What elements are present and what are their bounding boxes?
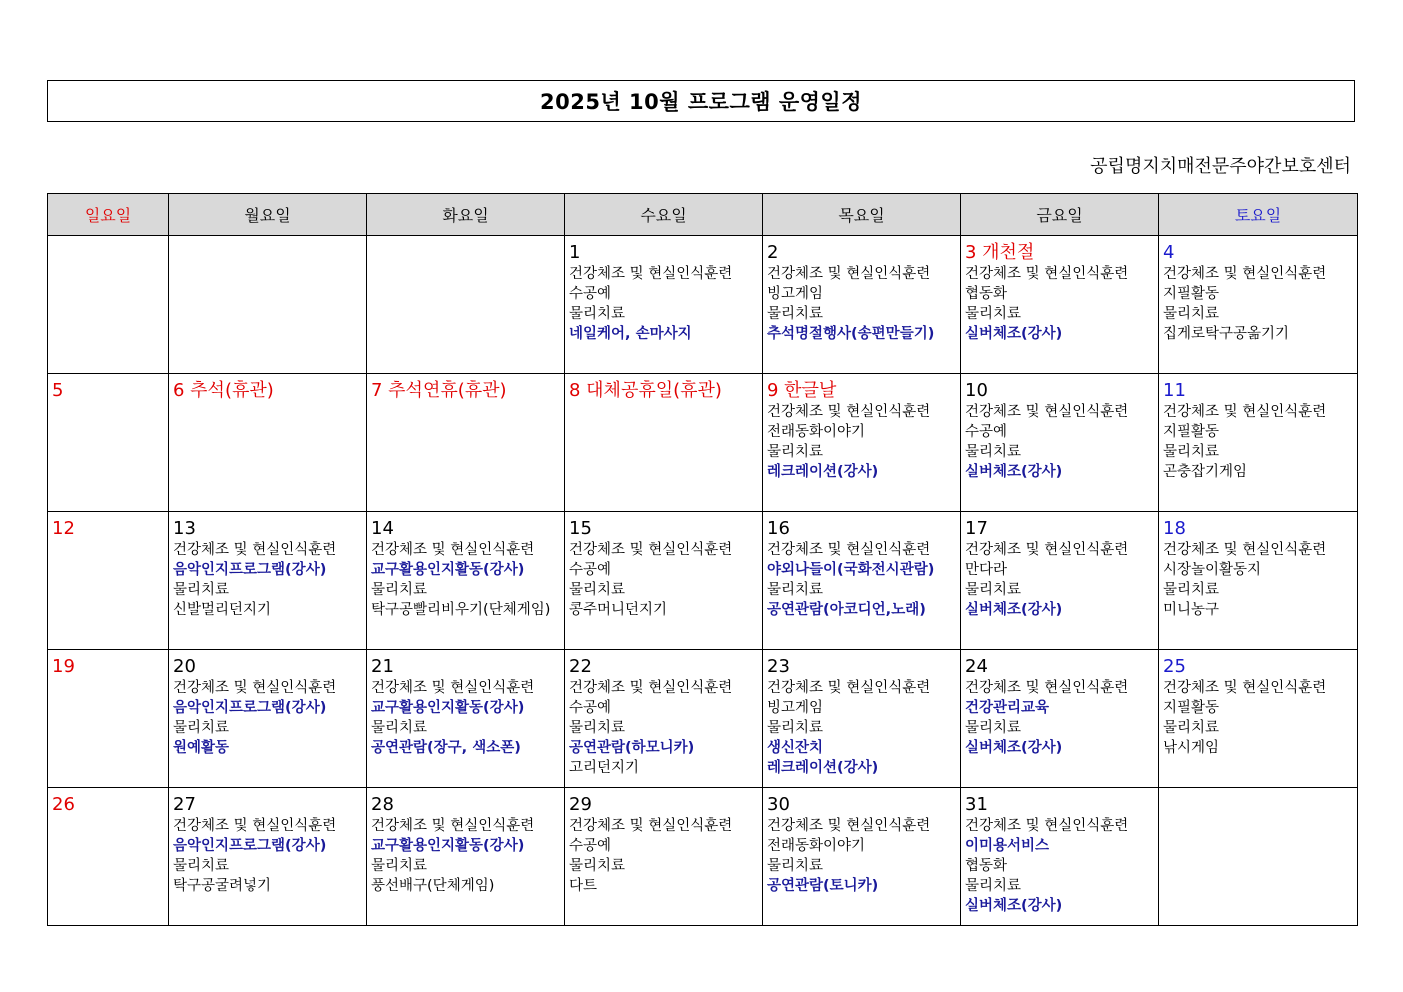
program-item: 공연관람(장구, 색소폰) xyxy=(371,740,521,756)
program-item: 신발멀리던지기 xyxy=(173,602,272,618)
day-number: 19 xyxy=(52,656,75,677)
day-number: 17 xyxy=(965,518,988,539)
weekday-header: 수요일 xyxy=(565,194,763,236)
program-item: 물리치료 xyxy=(1163,444,1220,460)
program-item: 빙고게임 xyxy=(767,700,824,716)
day-number: 28 xyxy=(371,794,394,815)
program-item: 건강체조 및 현실인식훈련 xyxy=(1163,266,1327,282)
day-cell xyxy=(48,512,169,650)
weekday-header: 토요일 xyxy=(1159,194,1358,236)
program-item: 음악인지프로그램(강사) xyxy=(173,700,327,716)
day-number: 20 xyxy=(173,656,196,677)
day-number: 12 xyxy=(52,518,75,539)
day-number: 21 xyxy=(371,656,394,677)
program-item: 물리치료 xyxy=(569,858,626,874)
day-cell xyxy=(48,236,169,374)
program-item: 건강체조 및 현실인식훈련 xyxy=(965,266,1129,282)
program-item: 지필활동 xyxy=(1163,286,1220,302)
program-item: 지필활동 xyxy=(1163,424,1220,440)
title-box xyxy=(47,80,1355,122)
day-cell xyxy=(1159,650,1358,788)
program-item: 음악인지프로그램(강사) xyxy=(173,838,327,854)
day-number: 9 한글날 xyxy=(767,380,837,401)
program-item: 건강체조 및 현실인식훈련 xyxy=(965,542,1129,558)
day-cell xyxy=(961,236,1159,374)
program-item: 콩주머니던지기 xyxy=(569,602,668,618)
program-item: 공연관람(하모니카) xyxy=(569,740,695,756)
program-item: 건강체조 및 현실인식훈련 xyxy=(371,680,535,696)
program-item: 물리치료 xyxy=(173,582,230,598)
program-item: 물리치료 xyxy=(371,582,428,598)
program-item: 실버체조(강사) xyxy=(965,326,1063,342)
program-item: 수공예 xyxy=(569,286,612,302)
program-item: 추석명절행사(송편만들기) xyxy=(767,326,935,342)
program-item: 협동화 xyxy=(965,286,1008,302)
program-item: 교구활용인지활동(강사) xyxy=(371,838,525,854)
program-item: 물리치료 xyxy=(767,306,824,322)
program-item: 물리치료 xyxy=(173,858,230,874)
weekday-header: 월요일 xyxy=(169,194,367,236)
day-number: 27 xyxy=(173,794,196,815)
weekday-header-row xyxy=(48,194,1358,236)
program-item: 건강체조 및 현실인식훈련 xyxy=(1163,680,1327,696)
program-item: 실버체조(강사) xyxy=(965,464,1063,480)
day-cell xyxy=(763,374,961,512)
day-cell xyxy=(1159,374,1358,512)
day-number: 18 xyxy=(1163,518,1186,539)
day-cell xyxy=(763,236,961,374)
day-cell xyxy=(169,788,367,926)
day-number: 22 xyxy=(569,656,592,677)
day-cell xyxy=(169,512,367,650)
week-row xyxy=(48,236,1358,374)
day-cell xyxy=(565,374,763,512)
day-cell xyxy=(565,512,763,650)
day-number: 23 xyxy=(767,656,790,677)
day-number: 2 xyxy=(767,242,779,263)
program-item: 건강체조 및 현실인식훈련 xyxy=(767,542,931,558)
day-number: 5 xyxy=(52,380,64,401)
program-item: 물리치료 xyxy=(965,878,1022,894)
program-item: 건강체조 및 현실인식훈련 xyxy=(965,818,1129,834)
program-item: 물리치료 xyxy=(569,720,626,736)
organization-name: 공립명지치매전문주야간보호센터 xyxy=(1090,156,1351,177)
day-cell xyxy=(169,236,367,374)
program-item: 건강체조 및 현실인식훈련 xyxy=(1163,542,1327,558)
program-item: 건강체조 및 현실인식훈련 xyxy=(767,680,931,696)
week-row xyxy=(48,512,1358,650)
week-row xyxy=(48,650,1358,788)
program-item: 건강체조 및 현실인식훈련 xyxy=(569,266,733,282)
program-item: 물리치료 xyxy=(1163,582,1220,598)
program-item: 건강체조 및 현실인식훈련 xyxy=(965,404,1129,420)
program-item: 교구활용인지활동(강사) xyxy=(371,700,525,716)
program-item: 이미용서비스 xyxy=(965,838,1050,854)
day-number: 6 추석(휴관) xyxy=(173,380,274,401)
program-item: 물리치료 xyxy=(965,582,1022,598)
program-item: 물리치료 xyxy=(371,720,428,736)
day-cell xyxy=(961,512,1159,650)
program-item: 다트 xyxy=(569,878,598,894)
day-number: 1 xyxy=(569,242,581,263)
program-item: 낚시게임 xyxy=(1163,740,1220,756)
program-item: 물리치료 xyxy=(767,582,824,598)
day-number: 24 xyxy=(965,656,988,677)
day-cell xyxy=(367,374,565,512)
program-item: 건강체조 및 현실인식훈련 xyxy=(767,266,931,282)
day-cell xyxy=(961,650,1159,788)
program-item: 물리치료 xyxy=(767,720,824,736)
day-cell xyxy=(169,650,367,788)
program-item: 네일케어, 손마사지 xyxy=(569,326,692,342)
program-item: 건강체조 및 현실인식훈련 xyxy=(569,818,733,834)
day-cell xyxy=(1159,788,1358,926)
program-item: 물리치료 xyxy=(371,858,428,874)
day-cell xyxy=(367,788,565,926)
program-item: 만다라 xyxy=(965,562,1008,578)
program-item: 협동화 xyxy=(965,858,1008,874)
weekday-header: 목요일 xyxy=(763,194,961,236)
program-item: 레크레이션(강사) xyxy=(767,464,879,480)
program-item: 음악인지프로그램(강사) xyxy=(173,562,327,578)
day-cell xyxy=(763,788,961,926)
program-item: 공연관람(토니카) xyxy=(767,878,879,894)
program-item: 물리치료 xyxy=(767,858,824,874)
day-number: 25 xyxy=(1163,656,1186,677)
weekday-header: 일요일 xyxy=(48,194,169,236)
day-cell xyxy=(565,650,763,788)
program-item: 빙고게임 xyxy=(767,286,824,302)
day-cell xyxy=(565,236,763,374)
program-item: 수공예 xyxy=(569,700,612,716)
program-item: 물리치료 xyxy=(569,582,626,598)
program-item: 지필활동 xyxy=(1163,700,1220,716)
program-item: 생신잔치 xyxy=(767,740,824,756)
day-number: 13 xyxy=(173,518,196,539)
day-cell xyxy=(48,788,169,926)
program-item: 건강체조 및 현실인식훈련 xyxy=(1163,404,1327,420)
day-cell xyxy=(1159,512,1358,650)
program-item: 물리치료 xyxy=(569,306,626,322)
day-number: 11 xyxy=(1163,380,1186,401)
program-item: 전래동화이야기 xyxy=(767,838,866,854)
program-item: 건강체조 및 현실인식훈련 xyxy=(173,680,337,696)
calendar-table xyxy=(47,193,1358,926)
program-item: 미니농구 xyxy=(1163,602,1220,618)
weekday-header: 화요일 xyxy=(367,194,565,236)
program-item: 수공예 xyxy=(965,424,1008,440)
program-item: 수공예 xyxy=(569,562,612,578)
program-item: 물리치료 xyxy=(965,306,1022,322)
program-item: 물리치료 xyxy=(767,444,824,460)
program-item: 물리치료 xyxy=(1163,720,1220,736)
week-row xyxy=(48,374,1358,512)
day-number: 29 xyxy=(569,794,592,815)
program-item: 건강체조 및 현실인식훈련 xyxy=(173,818,337,834)
program-item: 전래동화이야기 xyxy=(767,424,866,440)
day-number: 16 xyxy=(767,518,790,539)
program-item: 건강체조 및 현실인식훈련 xyxy=(569,680,733,696)
program-item: 건강체조 및 현실인식훈련 xyxy=(767,818,931,834)
day-cell xyxy=(367,512,565,650)
day-cell xyxy=(961,788,1159,926)
program-item: 건강체조 및 현실인식훈련 xyxy=(173,542,337,558)
day-cell xyxy=(48,650,169,788)
calendar-body xyxy=(48,236,1358,926)
program-item: 원예활동 xyxy=(173,740,230,756)
day-cell xyxy=(763,650,961,788)
program-item: 야외나들이(국화전시관람) xyxy=(767,562,935,578)
day-number: 4 xyxy=(1163,242,1175,263)
day-number: 15 xyxy=(569,518,592,539)
program-item: 교구활용인지활동(강사) xyxy=(371,562,525,578)
day-number: 10 xyxy=(965,380,988,401)
week-row xyxy=(48,788,1358,926)
program-item: 건강체조 및 현실인식훈련 xyxy=(965,680,1129,696)
day-cell xyxy=(961,374,1159,512)
day-cell xyxy=(367,650,565,788)
weekday-header: 금요일 xyxy=(961,194,1159,236)
day-cell xyxy=(367,236,565,374)
program-item: 공연관람(아코디언,노래) xyxy=(767,602,926,618)
day-cell xyxy=(565,788,763,926)
program-item: 탁구공굴려넣기 xyxy=(173,878,272,894)
day-cell xyxy=(169,374,367,512)
day-cell xyxy=(48,374,169,512)
program-item: 레크레이션(강사) xyxy=(767,760,879,776)
program-item: 탁구공빨리비우기(단체게임) xyxy=(371,602,551,618)
program-item: 곤충잡기게임 xyxy=(1163,464,1248,480)
day-number: 7 추석연휴(휴관) xyxy=(371,380,507,401)
program-item: 집게로탁구공옮기기 xyxy=(1163,326,1290,342)
program-item: 물리치료 xyxy=(173,720,230,736)
program-item: 물리치료 xyxy=(965,720,1022,736)
program-item: 건강체조 및 현실인식훈련 xyxy=(767,404,931,420)
program-item: 풍선배구(단체게임) xyxy=(371,878,495,894)
day-cell xyxy=(763,512,961,650)
day-cell xyxy=(1159,236,1358,374)
program-item: 시장놀이활동지 xyxy=(1163,562,1262,578)
program-item: 고리던지기 xyxy=(569,760,640,776)
day-number: 3 개천절 xyxy=(965,242,1035,263)
program-item: 물리치료 xyxy=(1163,306,1220,322)
page-title: 2025년 10월 프로그램 운영일정 xyxy=(540,90,862,114)
day-number: 8 대체공휴일(휴관) xyxy=(569,380,722,401)
program-item: 건강관리교육 xyxy=(965,700,1050,716)
day-number: 30 xyxy=(767,794,790,815)
day-number: 26 xyxy=(52,794,75,815)
program-item: 건강체조 및 현실인식훈련 xyxy=(371,542,535,558)
program-item: 건강체조 및 현실인식훈련 xyxy=(371,818,535,834)
program-item: 실버체조(강사) xyxy=(965,740,1063,756)
program-item: 물리치료 xyxy=(965,444,1022,460)
day-number: 31 xyxy=(965,794,988,815)
program-item: 수공예 xyxy=(569,838,612,854)
day-number: 14 xyxy=(371,518,394,539)
program-item: 실버체조(강사) xyxy=(965,602,1063,618)
program-item: 실버체조(강사) xyxy=(965,898,1063,914)
program-item: 건강체조 및 현실인식훈련 xyxy=(569,542,733,558)
